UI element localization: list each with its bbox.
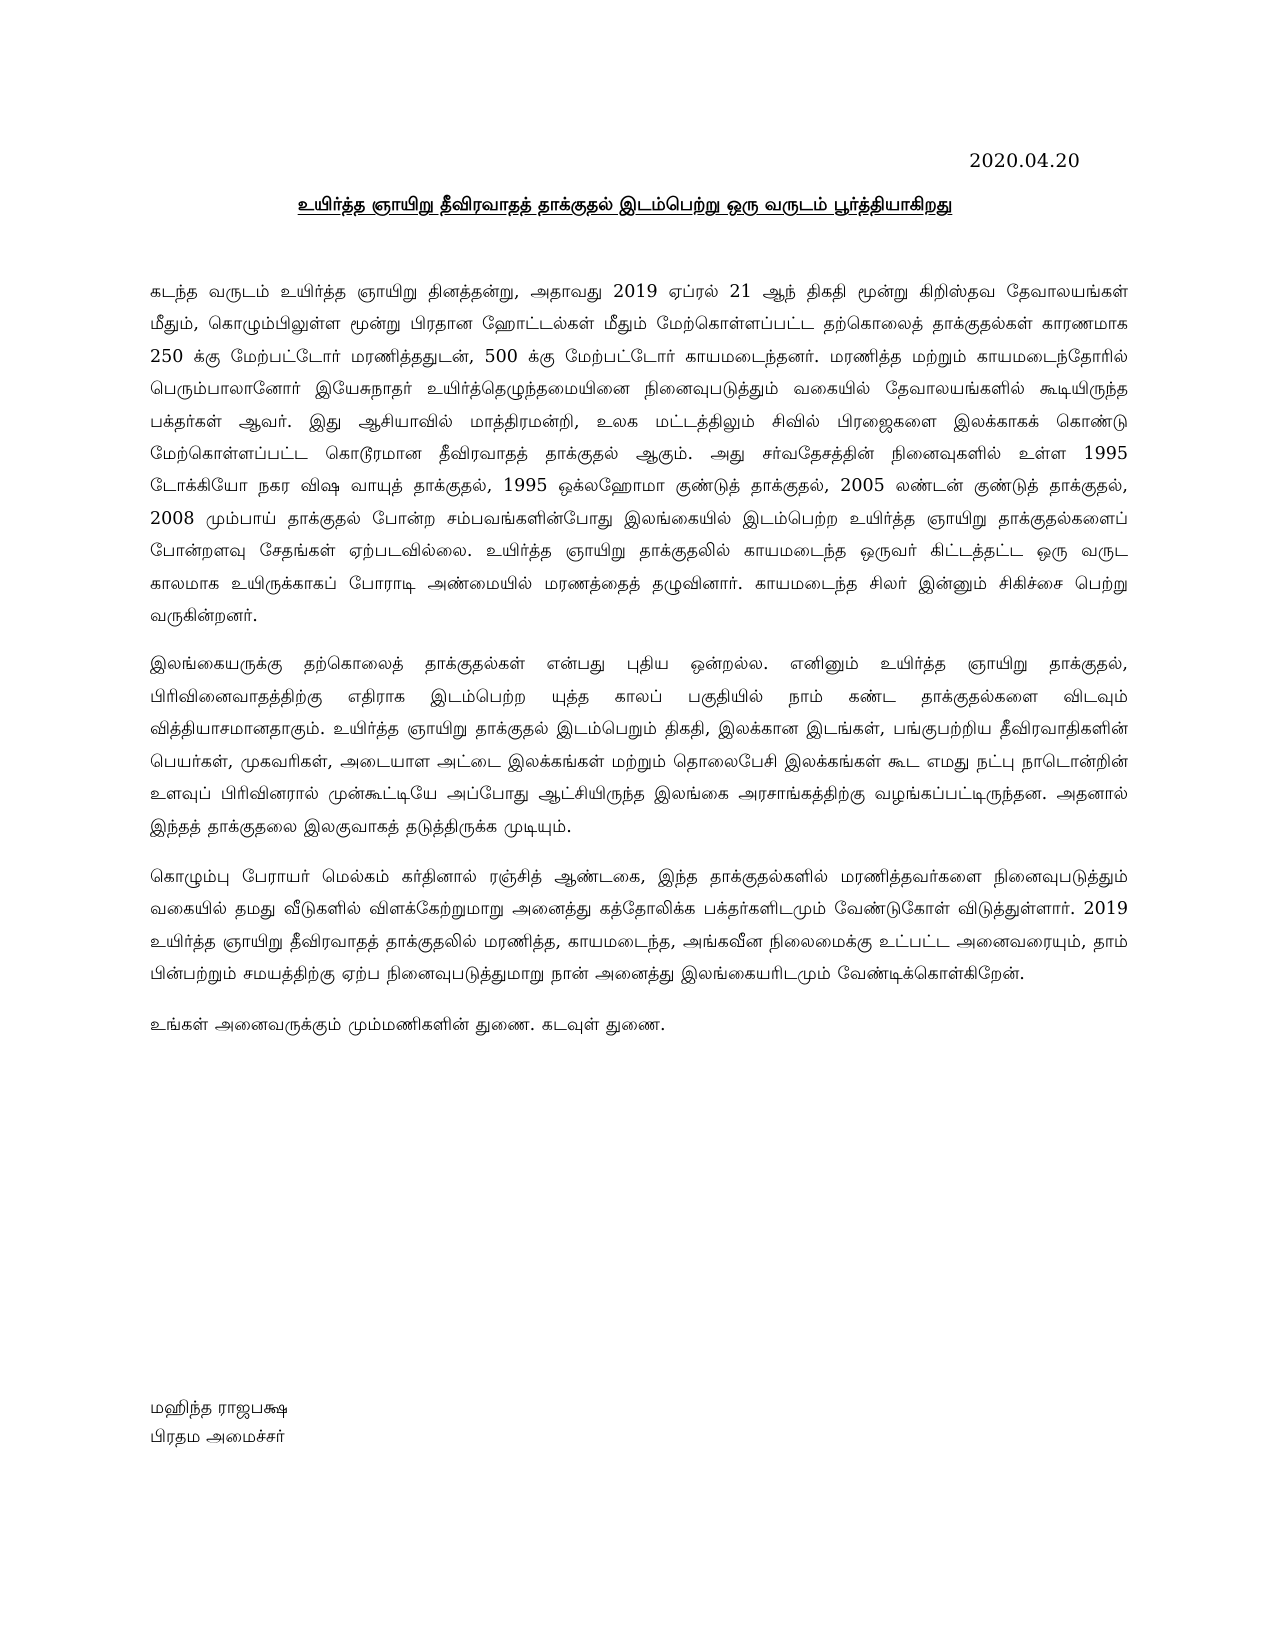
document-body	[150, 276, 1128, 1041]
signatory-position: பிரதம அமைச்சர்	[150, 1427, 285, 1447]
paragraph-1: கடந்த வருடம் உயிர்த்த ஞாயிறு தினத்தன்று, அதாவது 2019 ஏப்ரல் 21 ஆந் திகதி மூன்று கிறிஸ்தவ தேவாலயங்கள் மீதும், கொழும்பிலுள்ள மூன்று பிரதான ஹோட்டல்கள் மீதும் மேற்கொள்ளப்பட்ட தற்கொலைத் தாக்குதல்கள் காரணமாக 250 க்கு மேற்பட்டோர் மரணித்ததுடன், 500 க்கு மேற்பட்டோர் காயமடைந்தனர். மரணித்த மற்றும் காயமடைந்தோரில் பெரும்பாலானோர் இயேசுநாதர் உயிர்த்தெழுந்தமையினை நினைவுபடுத்தும் வகையில் தேவாலயங்களில் கூடியிருந்த பக்தர்கள் ஆவர். இது ஆசியாவில் மாத்திரமன்றி, உலக மட்டத்திலும் சிவில் பிரஜைகளை இலக்காகக் கொண்டு மேற்கொள்ளப்பட்ட கொடூரமான தீவிரவாதத் தாக்குதல் ஆகும். அது சர்வதேசத்தின் நினைவுகளில் உள்ள 1995 டோக்கியோ நகர விஷ வாயுத் தாக்குதல், 1995 ஒக்லஹோமா குண்டுத் தாக்குதல், 2005 லண்டன் குண்டுத் தாக்குதல், 2008 மும்பாய் தாக்குதல் போன்ற சம்பவங்களின்போது இலங்கையில் இடம்பெற்ற உயிர்த்த ஞாயிறு தாக்குதல்களைப் போன்றளவு சேதங்கள் ஏற்படவில்லை. உயிர்த்த ஞாயிறு தாக்குதலில் காயமடைந்த ஒருவர் கிட்டத்தட்ட ஒரு வருட காலமாக உயிருக்காகப் போராடி அண்மையில் மரணத்தைத் தழுவினார். காயமடைந்த சிலர் இன்னும் சிகிச்சை பெற்று வருகின்றனர்.	[150, 282, 1128, 627]
paragraph-2: இலங்கையருக்கு தற்கொலைத் தாக்குதல்கள் என்பது புதிய ஒன்றல்ல. எனினும் உயிர்த்த ஞாயிறு தாக்குதல், பிரிவினைவாதத்திற்கு எதிராக இடம்பெற்ற யுத்த காலப் பகுதியில் நாம் கண்ட தாக்குதல்களை விடவும் வித்தியாசமானதாகும். உயிர்த்த ஞாயிறு தாக்குதல் இடம்பெறும் திகதி, இலக்கான இடங்கள், பங்குபற்றிய தீவிரவாதிகளின் பெயர்கள், முகவரிகள், அடையாள அட்டை இலக்கங்கள் மற்றும் தொலைபேசி இலக்கங்கள் கூட எமது நட்பு நாடொன்றின் உளவுப் பிரிவினரால் முன்கூட்டியே அப்போது ஆட்சியிருந்த இலங்கை அரசாங்கத்திற்கு வழங்கப்பட்டிருந்தன. அதனால் இந்தத் தாக்குதலை இலகுவாகத் தடுத்திருக்க முடியும்.	[150, 654, 1128, 837]
document-date: 2020.04.20	[969, 150, 1080, 172]
paragraph-closing: உங்கள் அனைவருக்கும் மும்மணிகளின் துணை. கடவுள் துணை.	[150, 1014, 666, 1035]
signature-block	[150, 1394, 288, 1452]
document-title: உயிர்த்த ஞாயிறு தீவிரவாதத் தாக்குதல் இடம்பெற்று ஒரு வருடம் பூர்த்தியாகிறது	[297, 194, 953, 215]
paragraph-3: கொழும்பு பேராயர் மெல்கம் கர்தினால் ரஞ்சித் ஆண்டகை, இந்த தாக்குதல்களில் மரணித்தவர்களை நினைவுபடுத்தும் வகையில் தமது வீடுகளில் விளக்கேற்றுமாறு அனைத்து கத்தோலிக்க பக்தர்களிடமும் வேண்டுகோள் விடுத்துள்ளார். 2019 உயிர்த்த ஞாயிறு தீவிரவாதத் தாக்குதலில் மரணித்த, காயமடைந்த, அங்கவீன நிலைமைக்கு உட்பட்ட அனைவரையும், தாம் பின்பற்றும் சமயத்திற்கு ஏற்ப நினைவுபடுத்துமாறு நான் அனைத்து இலங்கையரிடமும் வேண்டிக்கொள்கிறேன்.	[150, 866, 1128, 985]
signatory-name: மஹிந்த ராஜபக்ஷ	[150, 1398, 288, 1418]
